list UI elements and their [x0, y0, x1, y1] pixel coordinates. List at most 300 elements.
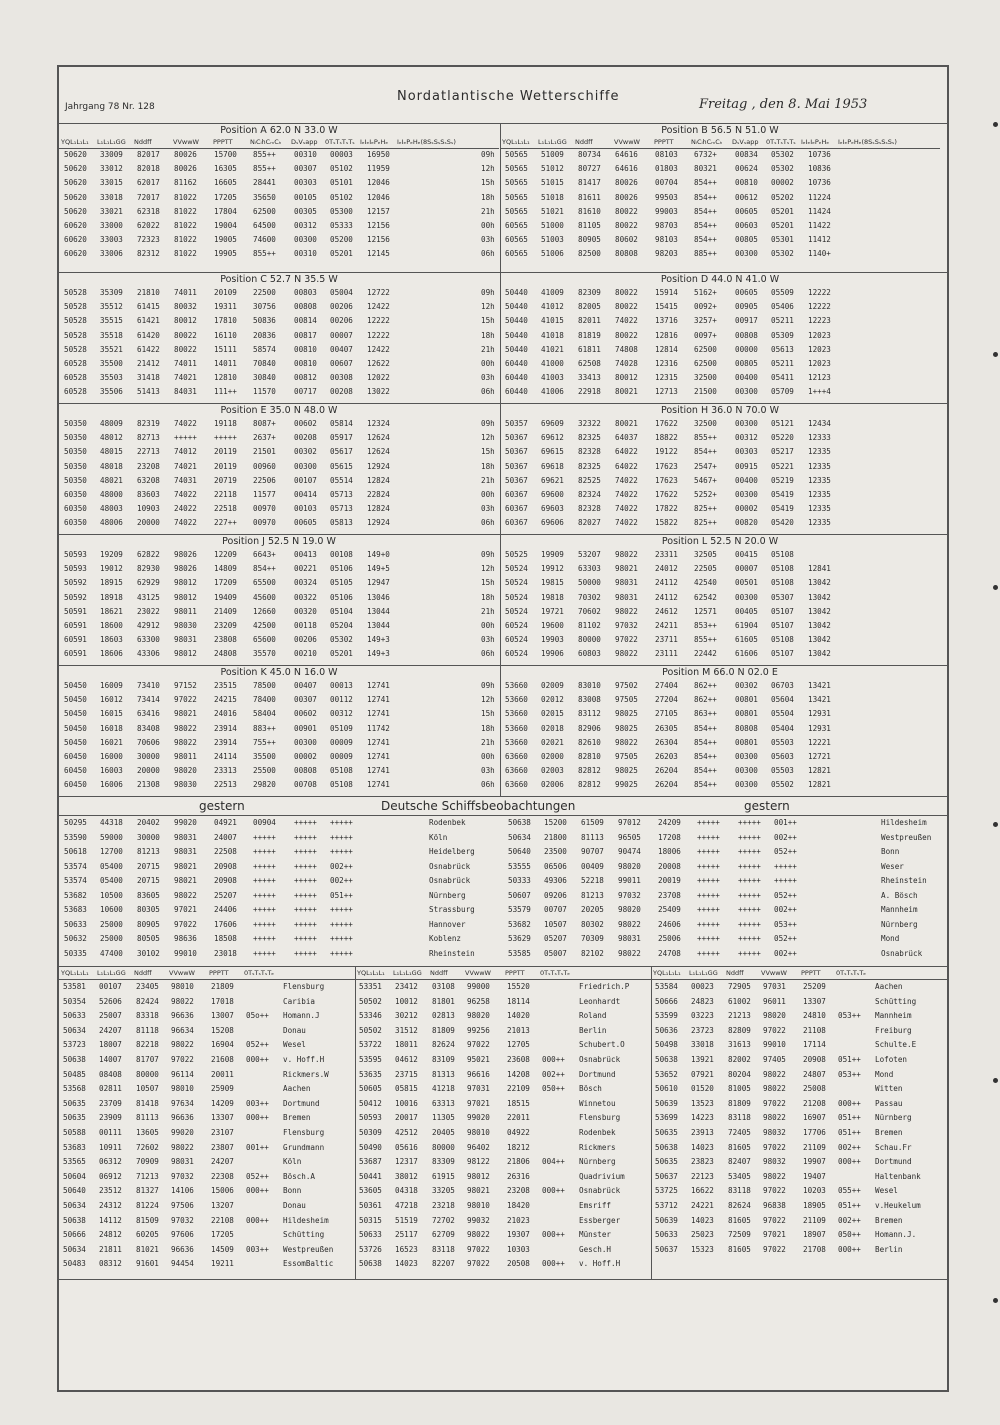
- data-cell: 05211: [771, 316, 794, 326]
- data-cell: 45600: [253, 592, 276, 602]
- data-cell: 12335: [808, 490, 831, 499]
- data-cell: 51018: [541, 192, 564, 202]
- data-cell: +++++: [294, 818, 317, 827]
- data-cell: 23405: [136, 982, 159, 991]
- punch-hole-mark: [993, 1078, 998, 1083]
- data-cell: 25000: [100, 934, 123, 943]
- data-cell: 53682: [508, 919, 531, 929]
- table-row: [503, 905, 943, 915]
- table-row: [503, 818, 943, 828]
- data-cell: 53579: [508, 905, 531, 914]
- section-label-gestern: gestern: [744, 799, 790, 813]
- data-cell: 35506: [100, 387, 123, 397]
- data-cell: 854++: [694, 780, 717, 790]
- data-cell: 15914: [655, 288, 678, 297]
- data-cell: 14112: [99, 1215, 122, 1225]
- data-cell: 26305: [655, 723, 678, 733]
- data-cell: 24808: [214, 649, 237, 659]
- data-cell: 53585: [508, 948, 531, 958]
- column-header: PPPTT: [209, 969, 229, 977]
- data-cell: 00000: [735, 344, 758, 354]
- data-cell: 82624: [432, 1040, 455, 1050]
- data-cell: 81022: [174, 235, 197, 245]
- data-cell: 22123: [691, 1171, 714, 1181]
- list-item: [59, 1143, 349, 1153]
- table-row: [59, 934, 499, 944]
- data-cell: 82713: [137, 433, 160, 443]
- data-cell: 97634: [171, 1098, 194, 1108]
- data-cell: 00905: [735, 302, 758, 312]
- data-cell: 16003: [100, 766, 123, 776]
- data-cell: 12324: [367, 419, 390, 428]
- data-cell: 35650: [253, 192, 276, 202]
- list-item: [355, 982, 645, 992]
- data-cell: +++++: [294, 832, 317, 842]
- data-cell: 98011: [174, 606, 197, 616]
- data-cell: 24112: [655, 578, 678, 588]
- time-cell: 15h: [481, 178, 495, 188]
- data-cell: 02012: [541, 695, 564, 705]
- data-cell: 12317: [395, 1157, 418, 1167]
- data-cell: 12841: [808, 564, 831, 574]
- ship-name: Wesel: [875, 1186, 898, 1196]
- data-cell: 82011: [578, 316, 601, 326]
- data-cell: 63660: [505, 752, 528, 761]
- data-cell: 50633: [64, 919, 87, 929]
- data-cell: 53687: [359, 1157, 382, 1167]
- data-cell: 50634: [63, 1201, 86, 1210]
- data-cell: 61420: [137, 330, 160, 340]
- data-cell: 82312: [137, 249, 160, 259]
- data-cell: 13042: [808, 621, 831, 630]
- data-cell: 11305: [432, 1113, 455, 1123]
- data-cell: 20019: [658, 876, 681, 885]
- ship-name: Aachen: [875, 982, 903, 991]
- list-item: [355, 1099, 645, 1109]
- table-row: [500, 331, 940, 341]
- data-cell: 69618: [541, 461, 564, 471]
- data-cell: +++++: [253, 934, 276, 943]
- data-cell: 22824: [367, 490, 390, 499]
- time-cell: 03h: [481, 635, 495, 645]
- data-cell: 00810: [735, 178, 758, 188]
- time-cell: 09h: [481, 681, 495, 690]
- data-cell: 53652: [655, 1069, 678, 1079]
- data-cell: 81809: [728, 1098, 751, 1108]
- data-cell: 13044: [367, 606, 390, 616]
- ship-name: Aachen: [283, 1084, 311, 1094]
- data-cell: 50635: [63, 1113, 86, 1123]
- data-cell: 14809: [214, 564, 237, 574]
- data-cell: 33018: [691, 1040, 714, 1050]
- data-cell: 10016: [395, 1098, 418, 1108]
- column-header: VVwwW: [614, 138, 640, 146]
- data-cell: 16021: [100, 737, 123, 747]
- data-cell: 47218: [395, 1201, 418, 1210]
- page-title: Nordatlantische Wetterschiffe: [397, 89, 620, 104]
- ship-name: Rodenbek: [429, 818, 466, 827]
- data-cell: 42512: [395, 1128, 418, 1137]
- data-cell: 50620: [64, 192, 87, 202]
- table-row: [59, 738, 499, 748]
- table-row: [59, 373, 499, 383]
- data-cell: 004++: [542, 1157, 565, 1167]
- data-cell: 53595: [359, 1055, 382, 1064]
- data-cell: 51000: [541, 221, 564, 230]
- data-cell: 00405: [735, 606, 758, 616]
- rule-line: [59, 1279, 947, 1280]
- data-cell: 50483: [63, 1259, 86, 1269]
- data-cell: 32500: [694, 419, 717, 428]
- data-cell: 05300: [330, 206, 353, 216]
- data-cell: 21412: [137, 359, 160, 368]
- data-cell: 82017: [137, 150, 160, 159]
- data-cell: 00322: [294, 592, 317, 602]
- data-cell: 81509: [136, 1215, 159, 1225]
- data-cell: +++++: [294, 948, 317, 958]
- data-cell: 98010: [171, 982, 194, 991]
- data-cell: 19012: [100, 564, 123, 574]
- data-cell: 000++: [838, 1098, 861, 1108]
- data-cell: 02000: [541, 752, 564, 761]
- data-cell: 05004: [330, 288, 353, 297]
- data-cell: 19903: [541, 635, 564, 645]
- data-cell: 001++: [246, 1142, 269, 1152]
- data-cell: 19907: [803, 1157, 826, 1167]
- data-cell: 91601: [136, 1259, 159, 1269]
- table-row: [500, 635, 940, 645]
- rule-line: [59, 534, 947, 535]
- data-cell: 83603: [137, 490, 160, 499]
- data-cell: 70302: [578, 592, 601, 602]
- data-cell: 24406: [214, 905, 237, 914]
- list-item: [355, 1201, 645, 1211]
- data-cell: 96402: [467, 1142, 490, 1152]
- data-cell: 23208: [507, 1186, 530, 1196]
- data-cell: 33006: [100, 249, 123, 259]
- data-cell: 21409: [214, 606, 237, 616]
- data-cell: 80026: [174, 150, 197, 159]
- ship-name: Berlin: [579, 1025, 607, 1035]
- data-cell: 97021: [763, 1230, 786, 1240]
- data-cell: 12816: [655, 330, 678, 340]
- list-item: [59, 1011, 349, 1021]
- data-cell: 06912: [99, 1171, 122, 1181]
- data-cell: 19905: [214, 249, 237, 259]
- list-item: [355, 1055, 645, 1065]
- data-cell: 33205: [432, 1186, 455, 1196]
- data-cell: 5467+: [694, 475, 717, 485]
- table-row: [500, 695, 940, 705]
- data-cell: 81113: [136, 1113, 159, 1123]
- data-cell: 73410: [137, 681, 160, 690]
- data-cell: 21023: [507, 1215, 530, 1225]
- data-cell: 05108: [771, 635, 794, 645]
- data-cell: 15520: [507, 982, 530, 991]
- data-cell: 98021: [174, 876, 197, 885]
- data-cell: 63660: [505, 766, 528, 776]
- data-cell: +++++: [774, 861, 797, 871]
- data-cell: 53574: [64, 861, 87, 871]
- data-cell: 20109: [214, 288, 237, 297]
- data-cell: 13716: [655, 316, 678, 326]
- table-row: [500, 235, 940, 245]
- data-cell: 41218: [432, 1084, 455, 1094]
- data-cell: 15208: [211, 1025, 234, 1035]
- data-cell: 80022: [174, 330, 197, 340]
- data-cell: 25909: [211, 1084, 234, 1094]
- list-item: [355, 1026, 645, 1036]
- data-cell: 12335: [808, 504, 831, 514]
- data-cell: 97022: [467, 1040, 490, 1050]
- data-cell: 12824: [367, 475, 390, 485]
- data-cell: 50638: [655, 1055, 678, 1064]
- data-cell: 62318: [137, 206, 160, 216]
- data-cell: 24606: [658, 919, 681, 929]
- data-cell: 83408: [137, 723, 160, 733]
- data-cell: 60565: [505, 221, 528, 230]
- column-header: YQL₁L₁L₁: [61, 138, 89, 146]
- data-cell: 50440: [505, 330, 528, 340]
- data-cell: 98020: [618, 905, 641, 914]
- data-cell: 05406: [771, 302, 794, 312]
- data-cell: 32322: [578, 419, 601, 428]
- time-cell: 00h: [481, 221, 495, 230]
- table-row: [59, 490, 499, 500]
- data-cell: 60450: [64, 766, 87, 776]
- ship-name: Essberger: [579, 1215, 621, 1225]
- data-cell: 05217: [771, 447, 794, 457]
- data-cell: 14208: [507, 1069, 530, 1079]
- data-cell: 05333: [330, 221, 353, 230]
- data-cell: 00917: [735, 316, 758, 326]
- data-cell: 053++: [838, 1069, 861, 1079]
- data-cell: 05201: [771, 221, 794, 230]
- rule-line: [59, 796, 947, 797]
- data-cell: 80012: [615, 373, 638, 383]
- data-cell: 00300: [735, 387, 758, 397]
- data-cell: 17822: [655, 504, 678, 514]
- data-cell: 64616: [615, 150, 638, 159]
- data-cell: +++++: [294, 905, 317, 914]
- data-cell: 82002: [728, 1055, 751, 1064]
- data-cell: 30000: [137, 832, 160, 842]
- data-cell: 50524: [505, 578, 528, 588]
- data-cell: 50633: [359, 1230, 382, 1240]
- time-cell: 21h: [481, 737, 495, 747]
- data-cell: 97152: [174, 681, 197, 690]
- data-cell: 41003: [541, 373, 564, 383]
- data-cell: 1140+: [808, 249, 831, 259]
- data-cell: 50620: [64, 178, 87, 188]
- data-cell: 33000: [100, 221, 123, 230]
- data-cell: 00300: [735, 766, 758, 776]
- time-cell: 12h: [481, 564, 495, 574]
- data-cell: 50610: [655, 1084, 678, 1094]
- data-cell: 00300: [735, 419, 758, 428]
- data-cell: 16015: [100, 709, 123, 719]
- data-cell: 05419: [771, 490, 794, 499]
- data-cell: 72602: [136, 1142, 159, 1152]
- table-row: [59, 578, 499, 588]
- table-row: [59, 150, 499, 160]
- data-cell: 64022: [615, 447, 638, 457]
- data-cell: 00302: [735, 681, 758, 690]
- data-cell: 50588: [63, 1128, 86, 1137]
- data-cell: 48012: [100, 433, 123, 443]
- time-cell: 09h: [481, 150, 495, 159]
- data-cell: 11742: [367, 723, 390, 733]
- time-cell: 18h: [481, 330, 495, 340]
- data-cell: 00308: [330, 373, 353, 383]
- data-cell: 50525: [505, 550, 528, 559]
- data-cell: 35500: [253, 752, 276, 761]
- data-cell: 80302: [581, 919, 604, 929]
- ship-name: Köln: [283, 1157, 302, 1167]
- data-cell: 50634: [508, 832, 531, 842]
- data-cell: 48015: [100, 447, 123, 457]
- data-cell: 64616: [615, 164, 638, 174]
- data-cell: 00300: [735, 249, 758, 259]
- data-cell: 64500: [253, 221, 276, 230]
- data-cell: 50354: [63, 996, 86, 1006]
- data-cell: 05400: [100, 861, 123, 871]
- data-cell: 98022: [763, 1113, 786, 1123]
- data-cell: 24215: [214, 695, 237, 705]
- data-cell: 000++: [542, 1186, 565, 1196]
- data-cell: 74600: [253, 235, 276, 245]
- list-item: [355, 1157, 645, 1167]
- data-cell: 000++: [838, 1244, 861, 1254]
- list-item: [651, 1143, 941, 1153]
- table-row: [503, 949, 943, 959]
- data-cell: 69603: [541, 504, 564, 514]
- column-header: NₗCₗhCₘCₕ: [691, 138, 723, 146]
- data-cell: 62929: [137, 578, 160, 588]
- data-cell: 50666: [63, 1230, 86, 1240]
- data-cell: 50565: [505, 164, 528, 174]
- data-cell: 43125: [137, 592, 160, 602]
- data-cell: 10903: [137, 504, 160, 514]
- column-header-row: [59, 968, 349, 978]
- column-header: DₛVₛapp: [291, 138, 318, 146]
- data-cell: 60620: [64, 221, 87, 230]
- list-item: [59, 1128, 349, 1138]
- data-cell: +++++: [697, 876, 720, 885]
- data-cell: 19307: [507, 1230, 530, 1240]
- ship-name: Grundmann: [283, 1142, 325, 1152]
- data-cell: 05102: [330, 192, 353, 202]
- data-cell: 23022: [137, 606, 160, 616]
- data-cell: 50639: [655, 1215, 678, 1225]
- column-header: 0TₛTₛTₛTₑ: [540, 969, 571, 977]
- data-cell: 35518: [100, 330, 123, 340]
- data-cell: 11570: [253, 387, 276, 397]
- data-cell: 05219: [771, 475, 794, 485]
- data-cell: 002++: [330, 876, 353, 885]
- time-cell: 15h: [481, 578, 495, 588]
- data-cell: 83318: [136, 1011, 159, 1021]
- column-header: L₁L₁L₁GG: [393, 969, 422, 977]
- list-item: [355, 1070, 645, 1080]
- data-cell: +++++: [738, 818, 761, 827]
- data-cell: 0097+: [694, 330, 717, 340]
- data-cell: 001++: [774, 818, 797, 827]
- data-cell: 98022: [615, 550, 638, 559]
- data-cell: 50618: [64, 847, 87, 856]
- data-cell: 74021: [174, 373, 197, 383]
- data-cell: 98022: [174, 723, 197, 733]
- column-header: IₑIₑIₑPₑHₑ: [360, 138, 389, 146]
- data-cell: 00312: [330, 709, 353, 719]
- table-row: [500, 724, 940, 734]
- ship-name: Flensburg: [283, 982, 325, 991]
- data-cell: 855++: [694, 635, 717, 645]
- data-cell: 23412: [395, 982, 418, 991]
- punch-hole-mark: [993, 585, 998, 590]
- data-cell: 35512: [100, 302, 123, 312]
- table-row: [500, 221, 940, 231]
- data-cell: 12741: [367, 780, 390, 790]
- data-cell: 05201: [330, 649, 353, 659]
- data-cell: 24016: [214, 709, 237, 719]
- data-cell: 00023: [691, 982, 714, 991]
- time-cell: 03h: [481, 504, 495, 514]
- data-cell: 13042: [808, 592, 831, 602]
- data-cell: 81707: [136, 1055, 159, 1064]
- data-cell: 22011: [507, 1113, 530, 1123]
- data-cell: 00708: [294, 780, 317, 790]
- data-cell: 50666: [655, 996, 678, 1006]
- data-cell: 15006: [211, 1186, 234, 1196]
- data-cell: 98026: [174, 550, 197, 559]
- data-cell: 00407: [330, 344, 353, 354]
- data-cell: 12821: [808, 780, 831, 790]
- time-cell: 06h: [481, 249, 495, 259]
- data-cell: 23708: [658, 890, 681, 900]
- data-cell: 50638: [359, 1259, 382, 1269]
- data-cell: 12046: [367, 178, 390, 188]
- data-cell: 50350: [64, 475, 87, 485]
- data-cell: 47400: [100, 948, 123, 958]
- table-row: [500, 621, 940, 631]
- data-cell: 25007: [99, 1011, 122, 1021]
- data-cell: +++++: [253, 919, 276, 929]
- data-cell: 15200: [544, 818, 567, 827]
- list-item: [651, 1099, 941, 1109]
- data-cell: 99020: [171, 1128, 194, 1137]
- ship-name: Rheinstein: [429, 948, 475, 958]
- data-cell: 17623: [655, 461, 678, 471]
- rule-line: [59, 403, 947, 404]
- data-cell: 50350: [64, 461, 87, 471]
- data-cell: 24207: [211, 1157, 234, 1167]
- data-cell: 26204: [655, 766, 678, 776]
- data-cell: 00300: [735, 752, 758, 761]
- data-cell: 50335: [64, 948, 87, 958]
- data-cell: 98012: [467, 1171, 490, 1181]
- data-cell: 12335: [808, 518, 831, 528]
- data-cell: 96636: [171, 1011, 194, 1021]
- data-cell: 70309: [581, 934, 604, 943]
- table-row: [500, 288, 940, 298]
- data-cell: 82809: [728, 1025, 751, 1035]
- table-row: [59, 695, 499, 705]
- data-cell: 48021: [100, 475, 123, 485]
- data-cell: 24810: [803, 1011, 826, 1021]
- data-cell: +++++: [330, 905, 353, 914]
- data-cell: 82207: [432, 1259, 455, 1269]
